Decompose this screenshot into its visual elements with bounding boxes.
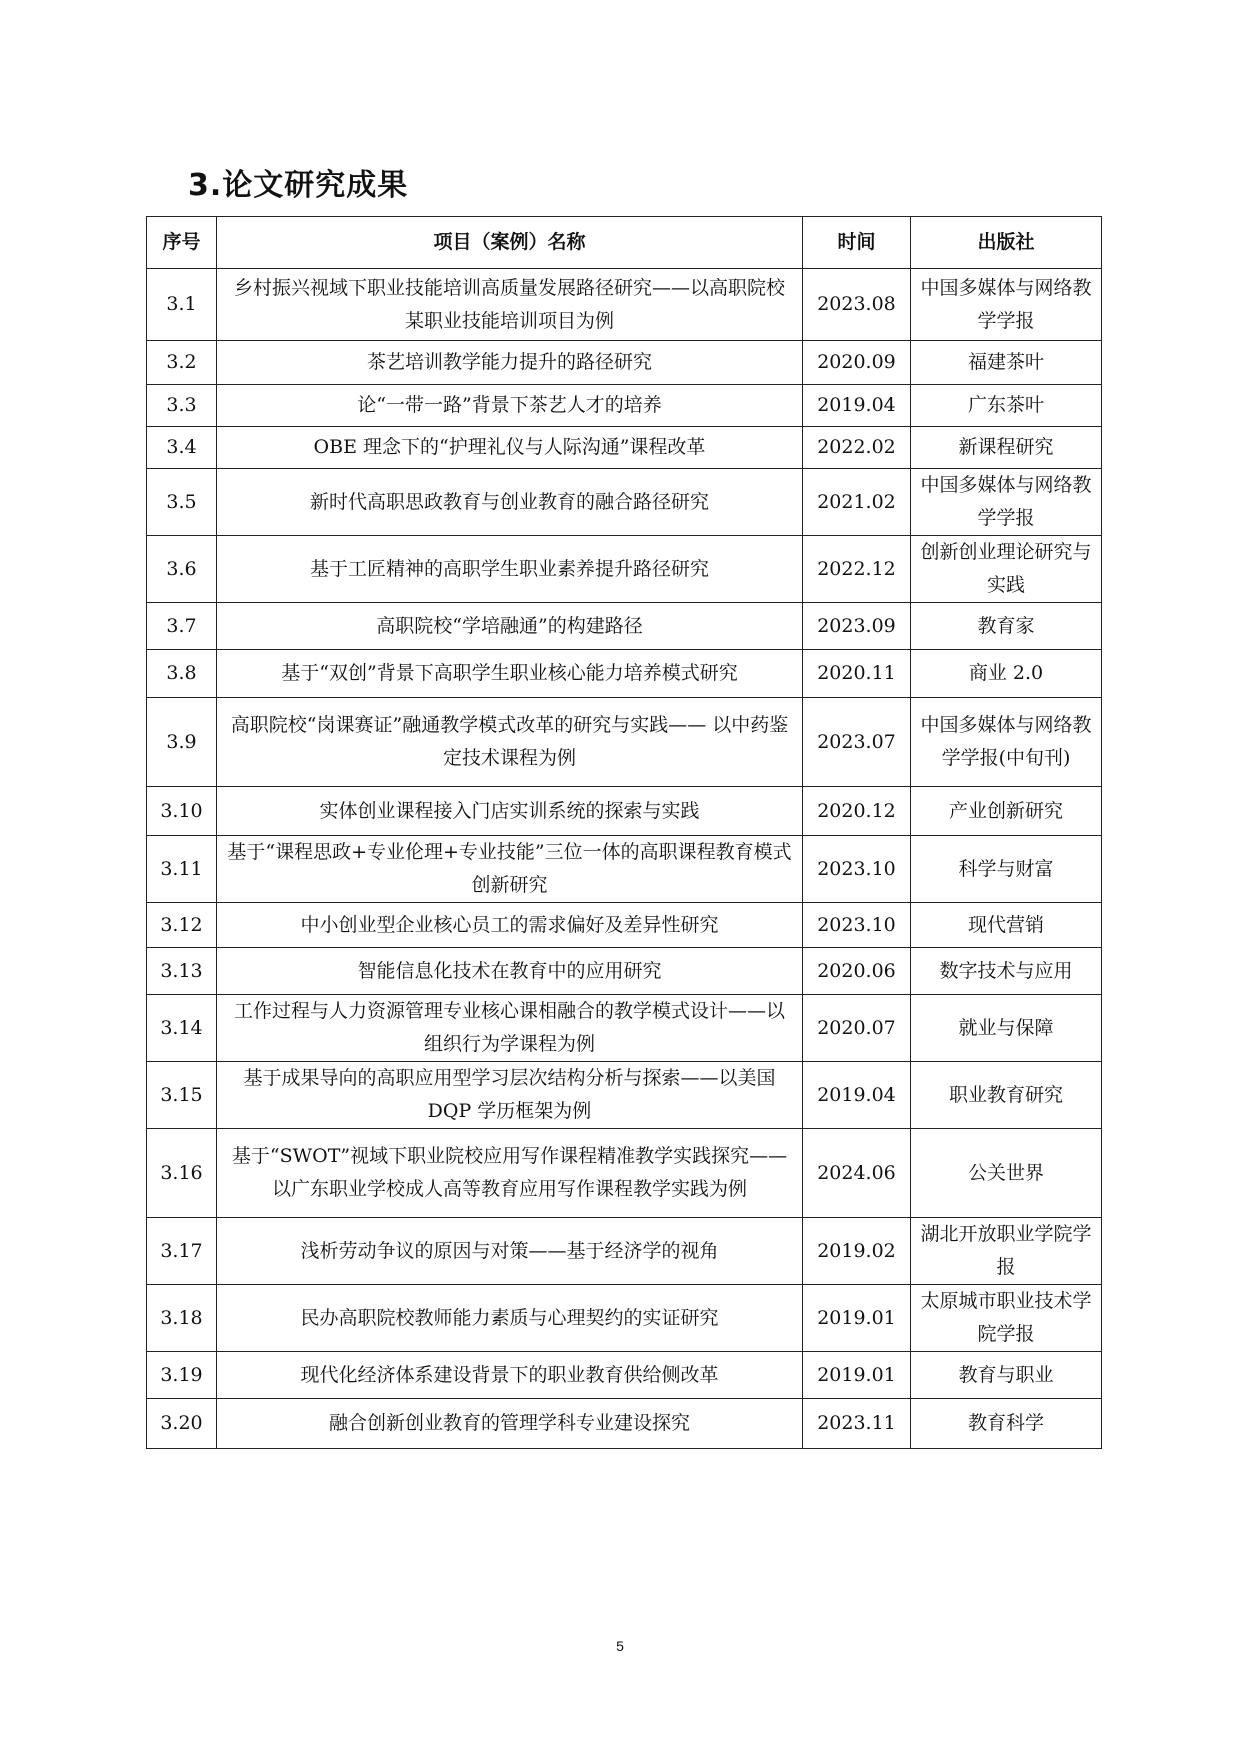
cell-no: 3.1 — [147, 269, 217, 341]
table-row — [147, 536, 1102, 603]
cell-title: 实体创业课程接入门店实训系统的探索与实践 — [217, 787, 803, 836]
cell-no: 3.16 — [147, 1129, 217, 1218]
cell-publisher: 教育家 — [911, 603, 1102, 650]
page-number: 5 — [616, 1638, 624, 1654]
cell-no: 3.20 — [147, 1399, 217, 1449]
cell-publisher: 新课程研究 — [911, 427, 1102, 469]
cell-publisher: 中国多媒体与网络教学学报(中旬刊) — [911, 698, 1102, 787]
table-row — [147, 1399, 1102, 1449]
cell-date: 2023.09 — [803, 603, 911, 650]
cell-title: 论“一带一路”背景下茶艺人才的培养 — [217, 385, 803, 427]
cell-no: 3.9 — [147, 698, 217, 787]
cell-title: 基于“双创”背景下高职学生职业核心能力培养模式研究 — [217, 650, 803, 698]
cell-date: 2023.08 — [803, 269, 911, 341]
table-row — [147, 698, 1102, 787]
cell-no: 3.5 — [147, 469, 217, 536]
cell-no: 3.19 — [147, 1352, 217, 1399]
cell-title: 新时代高职思政教育与创业教育的融合路径研究 — [217, 469, 803, 536]
cell-no: 3.4 — [147, 427, 217, 469]
cell-no: 3.8 — [147, 650, 217, 698]
cell-no: 3.13 — [147, 948, 217, 995]
cell-publisher: 职业教育研究 — [911, 1062, 1102, 1129]
cell-date: 2020.11 — [803, 650, 911, 698]
cell-publisher: 现代营销 — [911, 903, 1102, 948]
cell-title: 中小创业型企业核心员工的需求偏好及差异性研究 — [217, 903, 803, 948]
table-row — [147, 1129, 1102, 1218]
cell-no: 3.3 — [147, 385, 217, 427]
table-row — [147, 836, 1102, 903]
header-no: 序号 — [147, 217, 217, 269]
cell-publisher: 公关世界 — [911, 1129, 1102, 1218]
cell-publisher: 创新创业理论研究与实践 — [911, 536, 1102, 603]
table-row — [147, 1218, 1102, 1285]
cell-title: 高职院校“岗课赛证”融通教学模式改革的研究与实践—— 以中药鉴定技术课程为例 — [217, 698, 803, 787]
cell-publisher: 数字技术与应用 — [911, 948, 1102, 995]
cell-title: 基于“SWOT”视域下职业院校应用写作课程精准教学实践探究——以广东职业学校成人高等教育应用写作课程教学实践为例 — [217, 1129, 803, 1218]
table-row — [147, 341, 1102, 385]
cell-title: 民办高职院校教师能力素质与心理契约的实证研究 — [217, 1285, 803, 1352]
cell-publisher: 产业创新研究 — [911, 787, 1102, 836]
cell-publisher: 广东茶叶 — [911, 385, 1102, 427]
table-row — [147, 469, 1102, 536]
cell-date: 2022.02 — [803, 427, 911, 469]
cell-publisher: 福建茶叶 — [911, 341, 1102, 385]
table-row — [147, 903, 1102, 948]
cell-title: 茶艺培训教学能力提升的路径研究 — [217, 341, 803, 385]
cell-publisher: 科学与财富 — [911, 836, 1102, 903]
cell-title: 融合创新创业教育的管理学科专业建设探究 — [217, 1399, 803, 1449]
cell-publisher: 太原城市职业技术学院学报 — [911, 1285, 1102, 1352]
header-date: 时间 — [803, 217, 911, 269]
cell-date: 2019.02 — [803, 1218, 911, 1285]
cell-date: 2020.07 — [803, 995, 911, 1062]
cell-title: 浅析劳动争议的原因与对策——基于经济学的视角 — [217, 1218, 803, 1285]
cell-publisher: 商业 2.0 — [911, 650, 1102, 698]
cell-date: 2019.01 — [803, 1285, 911, 1352]
cell-title: 乡村振兴视域下职业技能培训高质量发展路径研究——以高职院校某职业技能培训项目为例 — [217, 269, 803, 341]
cell-no: 3.14 — [147, 995, 217, 1062]
cell-title: 基于成果导向的高职应用型学习层次结构分析与探索——以美国 DQP 学历框架为例 — [217, 1062, 803, 1129]
cell-date: 2023.10 — [803, 836, 911, 903]
cell-title: 高职院校“学培融通”的构建路径 — [217, 603, 803, 650]
cell-title: OBE 理念下的“护理礼仪与人际沟通”课程改革 — [217, 427, 803, 469]
cell-title: 工作过程与人力资源管理专业核心课相融合的教学模式设计——以组织行为学课程为例 — [217, 995, 803, 1062]
table-row — [147, 1285, 1102, 1352]
header-title: 项目（案例）名称 — [217, 217, 803, 269]
cell-date: 2022.12 — [803, 536, 911, 603]
table-row — [147, 427, 1102, 469]
cell-title: 现代化经济体系建设背景下的职业教育供给侧改革 — [217, 1352, 803, 1399]
table-header — [147, 217, 1102, 269]
cell-no: 3.18 — [147, 1285, 217, 1352]
table-row — [147, 948, 1102, 995]
table-row — [147, 1352, 1102, 1399]
cell-publisher: 教育与职业 — [911, 1352, 1102, 1399]
papers-table — [146, 216, 1102, 1449]
cell-publisher: 就业与保障 — [911, 995, 1102, 1062]
cell-no: 3.15 — [147, 1062, 217, 1129]
header-row — [147, 217, 1102, 269]
cell-no: 3.2 — [147, 341, 217, 385]
cell-date: 2023.11 — [803, 1399, 911, 1449]
cell-date: 2020.12 — [803, 787, 911, 836]
cell-publisher: 湖北开放职业学院学报 — [911, 1218, 1102, 1285]
cell-publisher: 教育科学 — [911, 1399, 1102, 1449]
cell-no: 3.17 — [147, 1218, 217, 1285]
table-row — [147, 1062, 1102, 1129]
cell-date: 2019.01 — [803, 1352, 911, 1399]
section-title: 3.论文研究成果 — [188, 168, 409, 203]
table-row — [147, 995, 1102, 1062]
cell-date: 2020.09 — [803, 341, 911, 385]
cell-title: 智能信息化技术在教育中的应用研究 — [217, 948, 803, 995]
header-publisher: 出版社 — [911, 217, 1102, 269]
table-row — [147, 787, 1102, 836]
table-row — [147, 269, 1102, 341]
cell-date: 2024.06 — [803, 1129, 911, 1218]
table-body — [147, 269, 1102, 1449]
cell-no: 3.10 — [147, 787, 217, 836]
cell-title: 基于工匠精神的高职学生职业素养提升路径研究 — [217, 536, 803, 603]
cell-date: 2023.07 — [803, 698, 911, 787]
cell-no: 3.12 — [147, 903, 217, 948]
cell-date: 2023.10 — [803, 903, 911, 948]
cell-date: 2019.04 — [803, 385, 911, 427]
cell-publisher: 中国多媒体与网络教学学报 — [911, 269, 1102, 341]
table-row — [147, 603, 1102, 650]
cell-publisher: 中国多媒体与网络教学学报 — [911, 469, 1102, 536]
cell-date: 2020.06 — [803, 948, 911, 995]
table-row — [147, 385, 1102, 427]
cell-no: 3.7 — [147, 603, 217, 650]
cell-no: 3.6 — [147, 536, 217, 603]
cell-date: 2019.04 — [803, 1062, 911, 1129]
table-row — [147, 650, 1102, 698]
cell-no: 3.11 — [147, 836, 217, 903]
cell-title: 基于“课程思政+专业伦理+专业技能”三位一体的高职课程教育模式创新研究 — [217, 836, 803, 903]
cell-date: 2021.02 — [803, 469, 911, 536]
